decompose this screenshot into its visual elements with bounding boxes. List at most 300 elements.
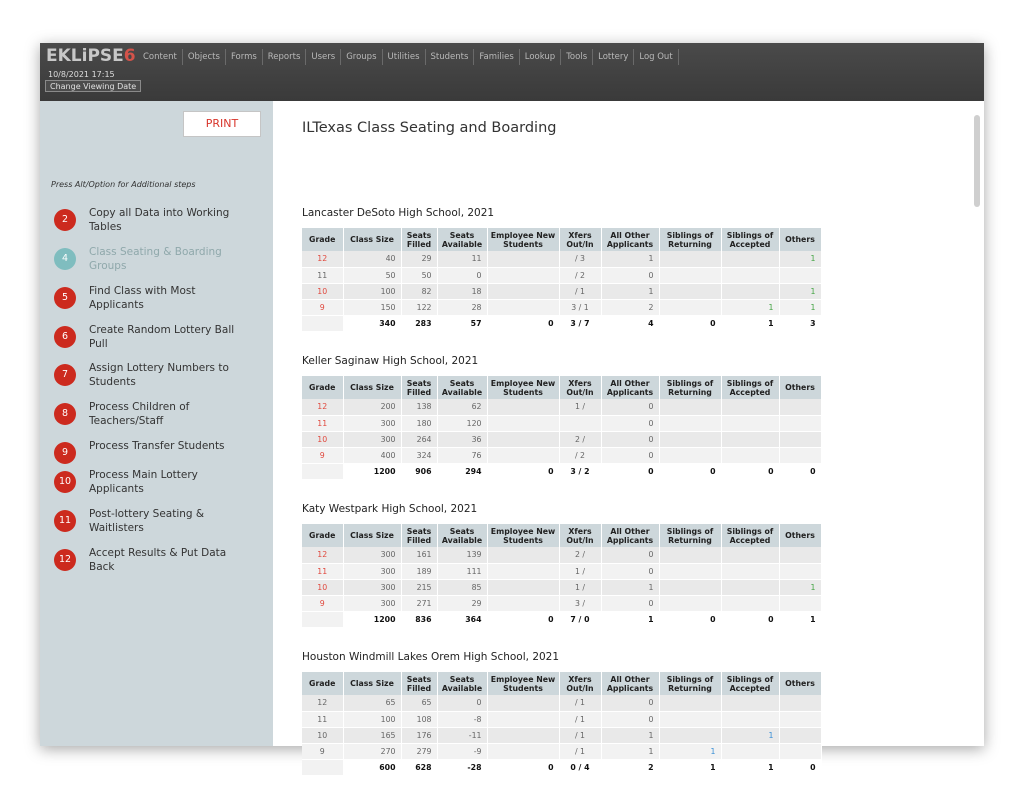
cell-others [779, 447, 821, 463]
cell-siblings-accepted [721, 695, 779, 711]
table-header-row [302, 524, 821, 547]
total-other-applicants: 2 [601, 759, 659, 775]
cell-xfers: / 2 [559, 447, 601, 463]
app-window [40, 43, 984, 772]
cell-siblings-accepted [721, 447, 779, 463]
cell-other-applicants: 0 [601, 399, 659, 415]
column-header-xfers: Xfers Out/In [559, 228, 601, 251]
cell-seats-filled: 50 [401, 267, 437, 283]
table-row [302, 595, 821, 611]
column-header-seats-filled: Seats Filled [401, 672, 437, 695]
nav-item-forms[interactable]: Forms [226, 49, 263, 65]
table-header-row [302, 672, 821, 695]
cell-siblings-accepted: 1 [721, 727, 779, 743]
cell-grade: 12 [302, 251, 343, 267]
column-header-siblings-accepted: Siblings of Accepted [721, 672, 779, 695]
total-siblings-accepted: 0 [721, 463, 779, 479]
total-seats-available: 57 [437, 315, 487, 331]
step-item-4[interactable] [54, 245, 239, 273]
cell-seats-available: 11 [437, 251, 487, 267]
cell-seats-filled: 29 [401, 251, 437, 267]
total-seats-filled: 283 [401, 315, 437, 331]
totals-row [302, 611, 821, 627]
nav-item-log-out[interactable]: Log Out [634, 49, 678, 65]
cell-seats-filled: 324 [401, 447, 437, 463]
cell-other-applicants: 0 [601, 563, 659, 579]
cell-xfers: / 3 [559, 251, 601, 267]
cell-others [779, 415, 821, 431]
total-employee-new: 0 [487, 759, 559, 775]
column-header-grade: Grade [302, 376, 343, 399]
cell-xfers: / 1 [559, 283, 601, 299]
column-header-seats-available: Seats Available [437, 376, 487, 399]
cell-class-size: 300 [343, 415, 401, 431]
column-header-grade: Grade [302, 524, 343, 547]
cell-xfers: / 2 [559, 267, 601, 283]
nav-item-utilities[interactable]: Utilities [383, 49, 426, 65]
total-seats-filled: 628 [401, 759, 437, 775]
cell-xfers: 2 / [559, 547, 601, 563]
step-item-6[interactable] [54, 323, 239, 351]
cell-siblings-returning [659, 399, 721, 415]
cell-seats-filled: 180 [401, 415, 437, 431]
total-seats-available: -28 [437, 759, 487, 775]
cell-class-size: 300 [343, 595, 401, 611]
cell-siblings-accepted [721, 415, 779, 431]
main-nav [138, 49, 679, 65]
cell-other-applicants: 0 [601, 431, 659, 447]
totals-row [302, 759, 821, 775]
column-header-class-size: Class Size [343, 228, 401, 251]
cell-grade: 11 [302, 415, 343, 431]
column-header-seats-filled: Seats Filled [401, 228, 437, 251]
cell-siblings-returning [659, 299, 721, 315]
cell-siblings-returning [659, 447, 721, 463]
total-class-size: 340 [343, 315, 401, 331]
cell-class-size: 50 [343, 267, 401, 283]
cell-employee-new [487, 431, 559, 447]
cell-grade: 12 [302, 399, 343, 415]
cell-xfers: / 1 [559, 711, 601, 727]
school-title: Lancaster DeSoto High School, 2021 [302, 207, 495, 219]
cell-siblings-returning [659, 727, 721, 743]
change-viewing-date-button[interactable]: Change Viewing Date [45, 80, 141, 92]
cell-siblings-accepted [721, 267, 779, 283]
step-item-10[interactable] [54, 468, 239, 496]
column-header-other-applicants: All Other Applicants [601, 672, 659, 695]
column-header-siblings-returning: Siblings of Returning [659, 376, 721, 399]
cell-employee-new [487, 547, 559, 563]
column-header-xfers: Xfers Out/In [559, 524, 601, 547]
cell-employee-new [487, 299, 559, 315]
column-header-other-applicants: All Other Applicants [601, 228, 659, 251]
cell-seats-filled: 271 [401, 595, 437, 611]
cell-other-applicants: 0 [601, 711, 659, 727]
top-bar [40, 43, 984, 101]
total-siblings-accepted: 0 [721, 611, 779, 627]
cell-seats-available: 76 [437, 447, 487, 463]
column-header-grade: Grade [302, 672, 343, 695]
step-number-badge: 10 [54, 471, 76, 493]
current-datetime: 10/8/2021 17:15 [48, 70, 115, 79]
column-header-others: Others [779, 228, 821, 251]
cell-grade: 12 [302, 695, 343, 711]
cell-siblings-accepted: 1 [721, 299, 779, 315]
cell-grade: 10 [302, 431, 343, 447]
step-number-badge: 5 [54, 287, 76, 309]
cell-seats-filled: 161 [401, 547, 437, 563]
column-header-siblings-returning: Siblings of Returning [659, 524, 721, 547]
column-header-siblings-returning: Siblings of Returning [659, 672, 721, 695]
step-item-9[interactable] [54, 439, 239, 464]
table-row [302, 267, 821, 283]
cell-employee-new [487, 563, 559, 579]
cell-seats-filled: 264 [401, 431, 437, 447]
cell-others: 1 [779, 283, 821, 299]
cell-other-applicants: 1 [601, 743, 659, 759]
total-employee-new: 0 [487, 611, 559, 627]
table-row [302, 563, 821, 579]
cell-seats-available: 36 [437, 431, 487, 447]
column-header-seats-filled: Seats Filled [401, 376, 437, 399]
cell-xfers: 1 / [559, 399, 601, 415]
total-xfers: 3 / 7 [559, 315, 601, 331]
step-label: Post-lottery Seating & Waitlisters [89, 508, 205, 534]
cell-seats-filled: 82 [401, 283, 437, 299]
school-seating-table [302, 376, 822, 480]
vertical-scrollbar[interactable] [974, 115, 980, 207]
column-header-xfers: Xfers Out/In [559, 376, 601, 399]
cell-others [779, 563, 821, 579]
step-number-badge: 7 [54, 364, 76, 386]
cell-siblings-returning [659, 267, 721, 283]
step-item-11[interactable] [54, 507, 239, 535]
school-title: Katy Westpark High School, 2021 [302, 503, 478, 515]
school-seating-table [302, 524, 822, 628]
step-label: Accept Results & Put Data Back [89, 547, 227, 573]
cell-siblings-accepted [721, 579, 779, 595]
cell-siblings-returning [659, 415, 721, 431]
cell-others [779, 595, 821, 611]
step-label: Create Random Lottery Ball Pull [89, 324, 235, 350]
column-header-seats-available: Seats Available [437, 672, 487, 695]
column-header-employee-new: Employee New Students [487, 524, 559, 547]
cell-class-size: 150 [343, 299, 401, 315]
cell-xfers: / 1 [559, 743, 601, 759]
cell-others [779, 743, 821, 759]
cell-seats-available: 62 [437, 399, 487, 415]
cell-others [779, 711, 821, 727]
cell-others: 1 [779, 579, 821, 595]
cell-other-applicants: 0 [601, 415, 659, 431]
cell-seats-available: 18 [437, 283, 487, 299]
nav-item-lottery[interactable]: Lottery [593, 49, 634, 65]
cell-grade: 12 [302, 547, 343, 563]
total-other-applicants: 1 [601, 611, 659, 627]
cell-seats-available: 120 [437, 415, 487, 431]
cell-class-size: 270 [343, 743, 401, 759]
column-header-class-size: Class Size [343, 524, 401, 547]
cell-seats-available: 0 [437, 695, 487, 711]
cell-seats-available: -8 [437, 711, 487, 727]
total-xfers: 0 / 4 [559, 759, 601, 775]
table-row [302, 727, 821, 743]
table-row [302, 711, 821, 727]
cell-grade: 9 [302, 299, 343, 315]
table-row [302, 431, 821, 447]
cell-class-size: 100 [343, 711, 401, 727]
total-seats-filled: 906 [401, 463, 437, 479]
cell-xfers: 3 / 1 [559, 299, 601, 315]
cell-class-size: 400 [343, 447, 401, 463]
total-grade [302, 315, 343, 331]
app-logo[interactable]: EKLiPSE6 [46, 46, 136, 66]
column-header-others: Others [779, 376, 821, 399]
cell-siblings-accepted [721, 547, 779, 563]
cell-employee-new [487, 267, 559, 283]
cell-employee-new [487, 415, 559, 431]
cell-xfers: / 1 [559, 695, 601, 711]
step-number-badge: 4 [54, 248, 76, 270]
totals-row [302, 463, 821, 479]
step-label: Process Transfer Students [89, 440, 225, 452]
school-seating-table [302, 228, 822, 332]
cell-others: 1 [779, 299, 821, 315]
sidebar [40, 101, 273, 746]
column-header-class-size: Class Size [343, 672, 401, 695]
column-header-grade: Grade [302, 228, 343, 251]
table-row [302, 547, 821, 563]
cell-class-size: 100 [343, 283, 401, 299]
total-others: 0 [779, 759, 821, 775]
cell-seats-available: 85 [437, 579, 487, 595]
total-class-size: 600 [343, 759, 401, 775]
step-item-7[interactable] [54, 361, 239, 389]
cell-other-applicants: 1 [601, 283, 659, 299]
cell-others [779, 547, 821, 563]
total-class-size: 1200 [343, 611, 401, 627]
total-seats-filled: 836 [401, 611, 437, 627]
cell-grade: 11 [302, 711, 343, 727]
cell-siblings-returning [659, 711, 721, 727]
nav-item-groups[interactable]: Groups [341, 49, 382, 65]
table-row [302, 415, 821, 431]
total-other-applicants: 4 [601, 315, 659, 331]
column-header-siblings-accepted: Siblings of Accepted [721, 524, 779, 547]
cell-class-size: 65 [343, 695, 401, 711]
total-class-size: 1200 [343, 463, 401, 479]
cell-others [779, 727, 821, 743]
cell-other-applicants: 2 [601, 299, 659, 315]
cell-seats-available: 139 [437, 547, 487, 563]
total-siblings-returning: 0 [659, 611, 721, 627]
cell-others [779, 267, 821, 283]
cell-others [779, 399, 821, 415]
nav-item-reports[interactable]: Reports [263, 49, 307, 65]
cell-siblings-accepted [721, 251, 779, 267]
column-header-others: Others [779, 524, 821, 547]
cell-grade: 11 [302, 267, 343, 283]
table-row [302, 299, 821, 315]
cell-siblings-returning [659, 595, 721, 611]
table-row [302, 399, 821, 415]
total-xfers: 3 / 2 [559, 463, 601, 479]
total-grade [302, 611, 343, 627]
cell-seats-available: 29 [437, 595, 487, 611]
page-title: ILTexas Class Seating and Boarding [302, 120, 557, 136]
total-siblings-returning: 0 [659, 315, 721, 331]
cell-seats-filled: 176 [401, 727, 437, 743]
step-number-badge: 9 [54, 442, 76, 464]
step-number-badge: 12 [54, 549, 76, 571]
column-header-seats-available: Seats Available [437, 228, 487, 251]
step-number-badge: 6 [54, 326, 76, 348]
cell-class-size: 165 [343, 727, 401, 743]
cell-employee-new [487, 399, 559, 415]
cell-others [779, 431, 821, 447]
step-number-badge: 2 [54, 209, 76, 231]
column-header-employee-new: Employee New Students [487, 228, 559, 251]
total-xfers: 7 / 0 [559, 611, 601, 627]
nav-item-content[interactable]: Content [138, 49, 183, 65]
total-siblings-returning: 1 [659, 759, 721, 775]
nav-item-families[interactable]: Families [474, 49, 519, 65]
cell-employee-new [487, 447, 559, 463]
step-label: Class Seating & Boarding Groups [89, 246, 222, 272]
column-header-class-size: Class Size [343, 376, 401, 399]
total-grade [302, 759, 343, 775]
print-button[interactable]: PRINT [183, 111, 261, 137]
cell-employee-new [487, 711, 559, 727]
column-header-other-applicants: All Other Applicants [601, 376, 659, 399]
cell-grade: 10 [302, 727, 343, 743]
cell-siblings-returning [659, 695, 721, 711]
nav-item-objects[interactable]: Objects [183, 49, 226, 65]
step-label: Copy all Data into Working Tables [89, 207, 230, 233]
cell-other-applicants: 1 [601, 727, 659, 743]
cell-siblings-returning [659, 547, 721, 563]
cell-grade: 10 [302, 579, 343, 595]
total-others: 1 [779, 611, 821, 627]
nav-item-tools[interactable]: Tools [561, 49, 593, 65]
cell-siblings-accepted [721, 563, 779, 579]
nav-item-users[interactable]: Users [306, 49, 341, 65]
cell-xfers: 3 / [559, 595, 601, 611]
school-title: Houston Windmill Lakes Orem High School, 2021 [302, 651, 560, 663]
step-item-8[interactable] [54, 400, 239, 428]
step-item-5[interactable] [54, 284, 239, 312]
cell-siblings-accepted [721, 711, 779, 727]
cell-employee-new [487, 595, 559, 611]
cell-class-size: 300 [343, 431, 401, 447]
cell-seats-filled: 122 [401, 299, 437, 315]
cell-siblings-returning [659, 283, 721, 299]
cell-other-applicants: 1 [601, 251, 659, 267]
column-header-other-applicants: All Other Applicants [601, 524, 659, 547]
step-label: Find Class with Most Applicants [89, 285, 196, 311]
cell-employee-new [487, 743, 559, 759]
table-row [302, 579, 821, 595]
cell-grade: 11 [302, 563, 343, 579]
cell-siblings-returning [659, 431, 721, 447]
cell-seats-available: 28 [437, 299, 487, 315]
cell-siblings-accepted [721, 743, 779, 759]
table-row [302, 283, 821, 299]
cell-siblings-returning [659, 251, 721, 267]
total-grade [302, 463, 343, 479]
total-siblings-returning: 0 [659, 463, 721, 479]
cell-others: 1 [779, 251, 821, 267]
total-others: 3 [779, 315, 821, 331]
cell-other-applicants: 1 [601, 579, 659, 595]
nav-item-lookup[interactable]: Lookup [520, 49, 561, 65]
cell-employee-new [487, 251, 559, 267]
cell-seats-filled: 215 [401, 579, 437, 595]
total-other-applicants: 0 [601, 463, 659, 479]
total-others: 0 [779, 463, 821, 479]
nav-item-students[interactable]: Students [426, 49, 475, 65]
cell-xfers [559, 415, 601, 431]
cell-employee-new [487, 579, 559, 595]
step-label: Process Children of Teachers/Staff [89, 401, 190, 427]
column-header-siblings-accepted: Siblings of Accepted [721, 228, 779, 251]
cell-employee-new [487, 283, 559, 299]
total-employee-new: 0 [487, 315, 559, 331]
cell-grade: 9 [302, 447, 343, 463]
cell-siblings-accepted [721, 431, 779, 447]
cell-siblings-returning [659, 579, 721, 595]
total-seats-available: 364 [437, 611, 487, 627]
cell-grade: 9 [302, 595, 343, 611]
cell-seats-filled: 108 [401, 711, 437, 727]
cell-class-size: 300 [343, 579, 401, 595]
cell-class-size: 300 [343, 563, 401, 579]
step-number-badge: 11 [54, 510, 76, 532]
column-header-employee-new: Employee New Students [487, 376, 559, 399]
column-header-siblings-accepted: Siblings of Accepted [721, 376, 779, 399]
additional-steps-hint: Press Alt/Option for Additional steps [51, 180, 196, 189]
cell-seats-available: 111 [437, 563, 487, 579]
cell-xfers: 2 / [559, 431, 601, 447]
cell-other-applicants: 0 [601, 447, 659, 463]
table-row [302, 695, 821, 711]
column-header-xfers: Xfers Out/In [559, 672, 601, 695]
school-title: Keller Saginaw High School, 2021 [302, 355, 479, 367]
table-row [302, 447, 821, 463]
cell-xfers: / 1 [559, 727, 601, 743]
cell-other-applicants: 0 [601, 267, 659, 283]
step-number-badge: 8 [54, 403, 76, 425]
column-header-siblings-returning: Siblings of Returning [659, 228, 721, 251]
total-employee-new: 0 [487, 463, 559, 479]
cell-seats-filled: 279 [401, 743, 437, 759]
step-label: Assign Lottery Numbers to Students [89, 362, 229, 388]
column-header-seats-available: Seats Available [437, 524, 487, 547]
cell-employee-new [487, 727, 559, 743]
cell-seats-available: -9 [437, 743, 487, 759]
total-siblings-accepted: 1 [721, 315, 779, 331]
cell-siblings-returning: 1 [659, 743, 721, 759]
cell-seats-available: -11 [437, 727, 487, 743]
cell-seats-filled: 189 [401, 563, 437, 579]
cell-siblings-accepted [721, 399, 779, 415]
main-content [273, 101, 984, 772]
step-item-2[interactable] [54, 206, 239, 234]
cell-xfers: 1 / [559, 579, 601, 595]
cell-siblings-accepted [721, 595, 779, 611]
step-item-12[interactable] [54, 546, 239, 574]
totals-row [302, 315, 821, 331]
